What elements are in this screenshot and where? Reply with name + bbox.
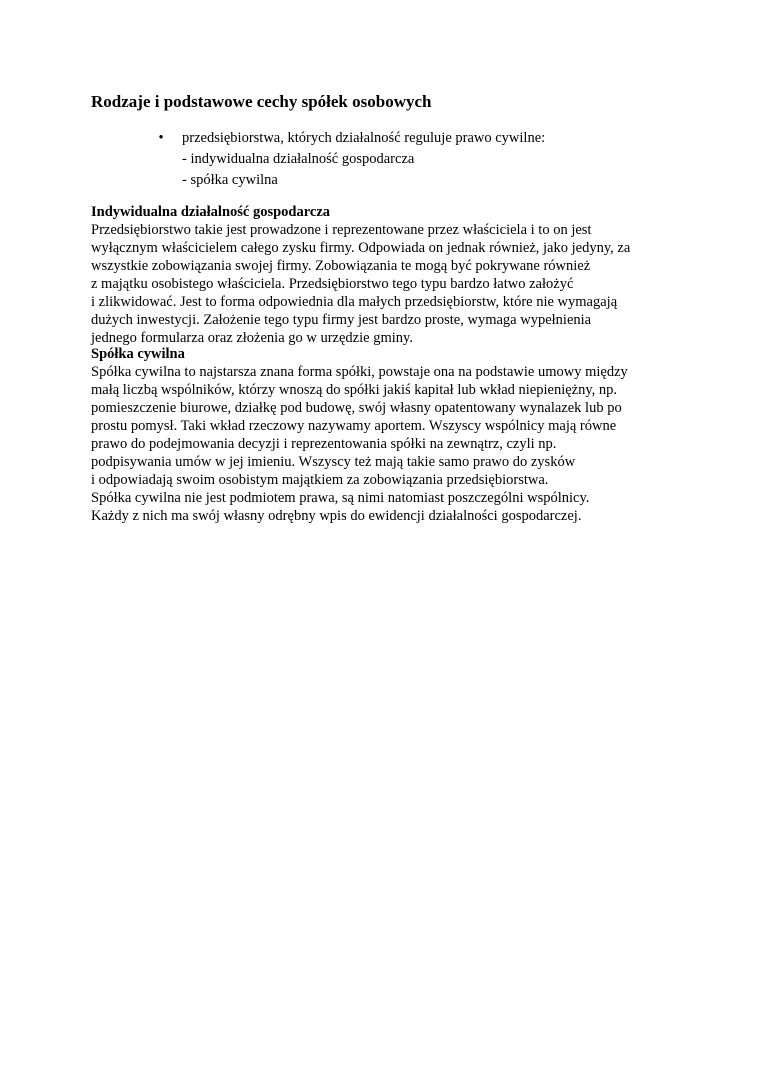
paragraph-line: Przedsiębiorstwo takie jest prowadzone i reprezentowane przez właściciela i to on jest bbox=[91, 222, 592, 238]
list-subitem bbox=[91, 149, 691, 170]
list-subitem bbox=[91, 170, 691, 191]
paragraph-line: dużych inwestycji. Założenie tego typu firmy jest bardzo proste, wymaga wypełnienia bbox=[91, 312, 592, 328]
section-heading: Indywidualna działalność gospodarcza bbox=[91, 204, 331, 220]
paragraph-line: i odpowiadają swoim osobistym majątkiem za zobowiązania przedsiębiorstwa. bbox=[91, 472, 549, 488]
paragraph-line: jednego formularza oraz złożenia go w urzędzie gminy. bbox=[91, 330, 413, 346]
document-title: Rodzaje i podstawowe cechy spółek osobowych bbox=[91, 92, 432, 111]
paragraph-line: pomieszczenie biurowe, działkę pod budowę, swój własny opatentowany wynalazek lub po bbox=[91, 400, 622, 416]
paragraph-line: wyłącznym właścicielem całego zysku firmy. Odpowiada on jednak również, jako jedyny, za bbox=[91, 240, 631, 256]
section-sole-proprietorship bbox=[91, 203, 671, 347]
paragraph-line: prostu pomysł. Taki wkład rzeczowy nazywamy aportem. Wszyscy wspólnicy mają równe bbox=[91, 418, 617, 434]
paragraph-line: Spółka cywilna to najstarsza znana forma spółki, powstaje ona na podstawie umowy między bbox=[91, 364, 628, 380]
paragraph-line: z majątku osobistego właściciela. Przedsiębiorstwo tego typu bardzo łatwo założyć bbox=[91, 276, 574, 292]
paragraph-line: Spółka cywilna nie jest podmiotem prawa, są nimi natomiast poszczególni wspólnicy. bbox=[91, 490, 590, 506]
paragraph-line: i zlikwidować. Jest to forma odpowiednia dla małych przedsiębiorstw, które nie wymagają bbox=[91, 294, 618, 310]
paragraph-line: podpisywania umów w jej imieniu. Wszyscy też mają takie samo prawo do zysków bbox=[91, 454, 576, 470]
list-subitem-text: - indywidualna działalność gospodarcza bbox=[182, 151, 415, 167]
list-item bbox=[91, 128, 691, 149]
list-subitem-text: - spółka cywilna bbox=[182, 172, 278, 188]
business-types-list bbox=[91, 128, 691, 191]
paragraph-line: małą liczbą wspólników, którzy wnoszą do spółki jakiś kapitał lub wkład niepieniężny, np. bbox=[91, 382, 618, 398]
section-heading: Spółka cywilna bbox=[91, 346, 185, 362]
section-civil-partnership bbox=[91, 345, 671, 525]
paragraph-line: Każdy z nich ma swój własny odrębny wpis do ewidencji działalności gospodarczej. bbox=[91, 508, 582, 524]
paragraph-line: wszystkie zobowiązania swojej firmy. Zobowiązania te mogą być pokrywane również bbox=[91, 258, 591, 274]
list-item-text: przedsiębiorstwa, których działalność reguluje prawo cywilne: bbox=[182, 130, 546, 146]
bullet-icon: • bbox=[158, 130, 164, 146]
paragraph-line: prawo do podejmowania decyzji i reprezentowania spółki na zewnątrz, czyli np. bbox=[91, 436, 557, 452]
